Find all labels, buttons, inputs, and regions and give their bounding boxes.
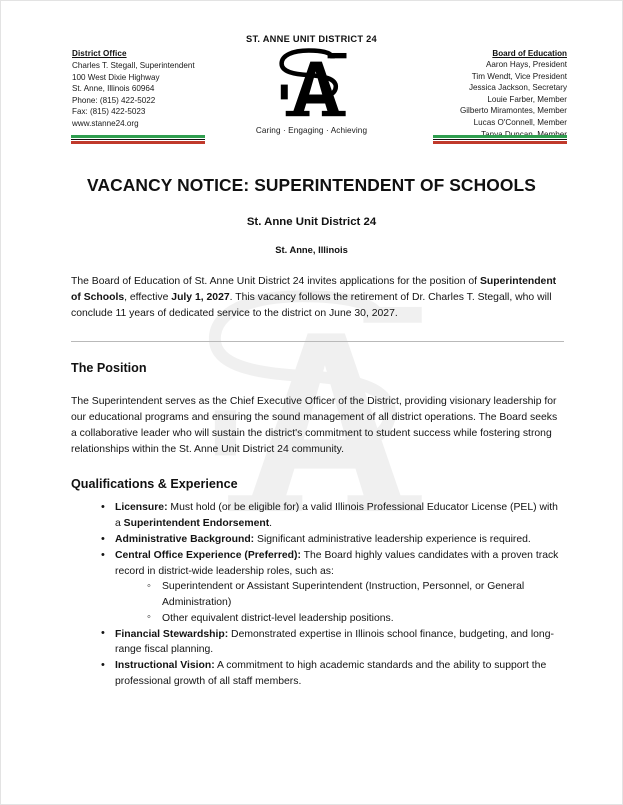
district-name: ST. ANNE UNIT DISTRICT 24 — [246, 34, 377, 44]
document-body — [1, 274, 622, 690]
intro-text-2: , effective — [124, 292, 172, 304]
list-item — [101, 532, 564, 548]
qualification-text: The Board highly values candidates with a proven track record in district-wide leadership roles, such as: — [115, 550, 559, 577]
board-heading: Board of Education — [492, 49, 567, 58]
qualification-label: Administrative Background: — [115, 534, 255, 546]
board-member: Aaron Hays, President — [486, 60, 567, 69]
sa-monogram-logo-icon — [264, 46, 360, 124]
intro-text-3: . This vacancy follows the retirement of Dr. Charles T. Stegall, who will conclude 11 years of dedicated service to the district on June 30, 2027. — [71, 292, 552, 320]
qualification-label: Licensure: — [115, 502, 168, 514]
board-member: Gilberto Miramontes, Member — [459, 106, 567, 116]
board-of-education-block — [392, 49, 567, 140]
qualifications-list — [71, 500, 564, 689]
intro-bold-date: July 1, 2027 — [171, 292, 230, 304]
qualification-bold-inline: Superintendent Endorsement — [123, 518, 270, 530]
qualification-label: Financial Stewardship: — [115, 628, 229, 640]
qualification-text: Must hold (or be eligible for) a valid Illinois Professional Educator License (PEL) with a — [115, 502, 558, 530]
list-item — [101, 658, 564, 689]
district-office-line: St. Anne, Illinois 60964 — [72, 84, 155, 94]
district-office-line: 100 West Dixie Highway — [72, 72, 160, 82]
qualification-text: Significant administrative leadership experience is required. — [254, 534, 531, 546]
central-office-sublist — [115, 579, 564, 626]
list-item: ◦ Other equivalent district-level leadership positions. — [147, 611, 564, 627]
list-item — [101, 500, 564, 531]
section-heading-qualifications: Qualifications & Experience — [71, 477, 238, 492]
intro-paragraph — [71, 274, 564, 323]
tricolor-divider-right — [433, 135, 567, 144]
qualification-text: A commitment to high academic standards and the ability to support the professional growth of all staff members. — [115, 660, 547, 687]
board-member: Louie Farber, Member — [487, 94, 567, 104]
board-member: Jessica Jackson, Secretary — [468, 83, 567, 93]
document-location: St. Anne, Illinois — [275, 244, 348, 255]
district-office-heading: District Office — [72, 49, 127, 58]
board-member: Tim Wendt, Vice President — [471, 71, 567, 81]
qualification-label: Instructional Vision: — [115, 660, 215, 672]
tricolor-divider-left — [71, 135, 205, 144]
list-item — [101, 548, 564, 626]
district-office-line: Phone: (815) 422-5022 — [72, 95, 156, 105]
district-identity-block — [202, 34, 422, 135]
district-office-line: Fax: (815) 422-5023 — [72, 107, 146, 117]
page-title: VACANCY NOTICE: SUPERINTENDENT OF SCHOOLS — [87, 175, 536, 195]
qualification-label: Central Office Experience (Preferred): — [115, 550, 301, 562]
section-divider — [71, 341, 564, 342]
section-heading-the-position: The Position — [71, 360, 147, 375]
intro-bold-position: Superintendent of Schools — [71, 276, 557, 304]
list-item: ◦ Superintendent or Assistant Superintendent (Instruction, Personnel, or General Administration) — [147, 579, 564, 610]
letterhead — [1, 1, 622, 153]
qualification-text-after: . — [269, 518, 273, 530]
district-tagline: Caring · Engaging · Achieving — [255, 126, 368, 135]
intro-text-1: The Board of Education of St. Anne Unit District 24 invites applications for the position of — [71, 276, 480, 287]
board-member: Lucas O'Connell, Member — [473, 117, 567, 127]
district-office-line: Charles T. Stegall, Superintendent — [72, 61, 195, 70]
document-subtitle: St. Anne Unit District 24 — [246, 216, 377, 228]
qualification-text: Demonstrated expertise in Illinois school finance, budgeting, and long-range fiscal planning. — [115, 628, 554, 656]
district-website[interactable]: www.stanne24.org — [72, 118, 139, 128]
the-position-paragraph: The Superintendent serves as the Chief Executive Officer of the District, providing visionary leadership for our educational programs and ensuring the sound management of all district operations. The Board seeks a collaborative leader who will sustain the district's commitment to student success while fostering strong relationships within the St. Anne Unit District 24 community. — [71, 395, 558, 456]
list-item — [101, 627, 564, 658]
